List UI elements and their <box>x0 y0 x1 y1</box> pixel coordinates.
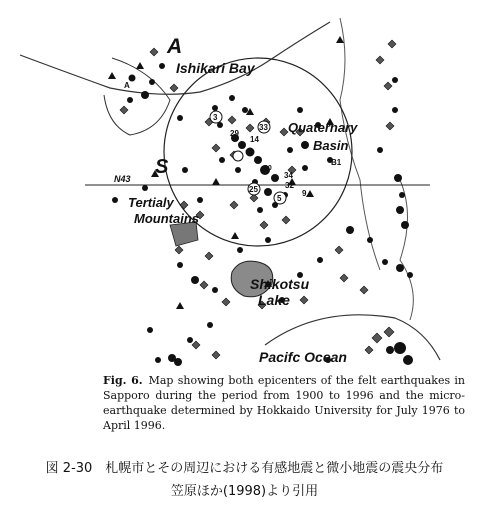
event-33: 33 <box>259 123 268 132</box>
japanese-caption-title: 図 2-30 札幌市とその周辺における有感地震と微小地震の震央分布 <box>45 461 444 476</box>
event-30: 30 <box>264 165 272 172</box>
quaternary-label: Quaternary <box>288 120 358 135</box>
event-34: 34 <box>284 171 293 180</box>
region-a-label: A <box>167 35 183 58</box>
event-25: 25 <box>249 185 258 194</box>
shikotsu-label: Shikotsu <box>250 276 310 292</box>
basin-label: Basin <box>313 138 349 153</box>
event-9: 9 <box>302 189 307 198</box>
ishikari-bay-label: Ishikari Bay <box>176 60 255 76</box>
region-s-label: S <box>155 156 169 178</box>
caption-text: Map showing both epicenters of the felt earthquakes in Sapporo during the period from 1900 to 1996 and the micro-earthquake determined by Hokkaido University for July 1976 to April 1996. <box>103 374 465 432</box>
event-14: 14 <box>250 135 259 144</box>
n43-label: N43 <box>114 174 131 184</box>
region-a-circle <box>104 58 170 135</box>
event-32: 32 <box>285 181 294 190</box>
lake-label: Lake <box>258 292 290 308</box>
event-3: 3 <box>213 113 218 122</box>
a-small-label: A <box>124 81 130 90</box>
tertialy-label: Tertialy <box>128 195 174 210</box>
boundary-east-2 <box>400 180 413 320</box>
japanese-caption-source: 笠原ほか(1998)より引用 <box>170 484 319 499</box>
event-5: 5 <box>277 194 282 203</box>
coastline-north <box>20 22 330 94</box>
pacific-ocean-label: Pacifc Ocean <box>259 349 347 365</box>
event-29: 29 <box>230 129 239 138</box>
b1-label: B1 <box>331 158 342 167</box>
figure-number: Fig. 6. <box>103 374 143 387</box>
figure-caption <box>103 373 465 433</box>
station-triangles <box>108 36 344 309</box>
mountains-label: Mountains <box>134 211 199 226</box>
